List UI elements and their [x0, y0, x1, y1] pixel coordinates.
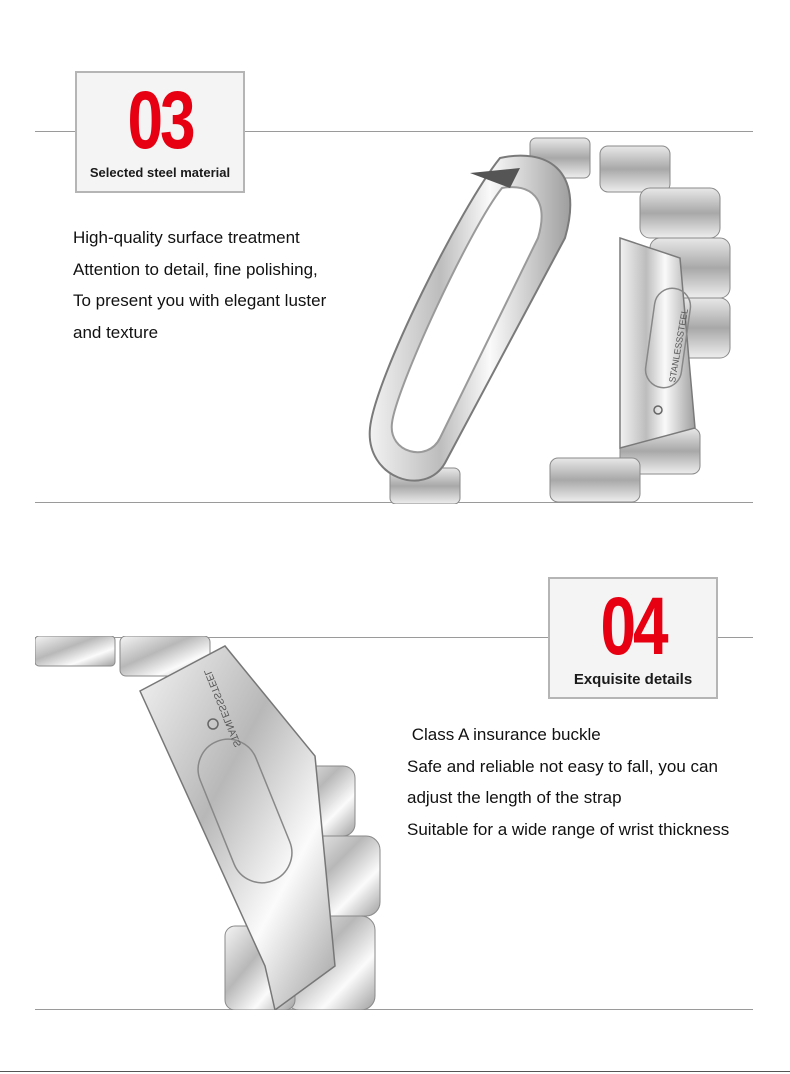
buckle-closeup-image	[35, 636, 395, 1010]
section-03-description	[73, 222, 326, 348]
section-03-badge	[75, 71, 245, 193]
section-03-line-3: To present you with elegant luster	[73, 291, 327, 310]
section-03-label: Selected steel material	[89, 165, 231, 180]
section-04-label: Exquisite details	[573, 671, 693, 688]
section-04-line-4: Suitable for a wide range of wrist thickness	[407, 819, 730, 839]
section-03-number: 03	[127, 75, 193, 166]
section-03-line-2: Attention to detail, fine polishing,	[73, 259, 318, 279]
page-bottom-rule	[0, 1071, 790, 1072]
section-04-description	[407, 719, 729, 845]
engraving-text-04: STANLESSSTEEL	[201, 667, 243, 750]
section-04-line-2: Safe and reliable not easy to fall, you can	[407, 756, 718, 776]
steel-band-image	[350, 128, 750, 504]
section-04-number: 04	[600, 581, 666, 672]
section-04-badge	[548, 577, 718, 699]
section-03-line-4: and texture	[73, 322, 159, 342]
section-04-line-3: adjust the length of the strap	[407, 788, 622, 807]
section-04-line-1: Class A insurance buckle	[407, 725, 601, 744]
section-03-line-1: High-quality surface treatment	[73, 228, 300, 247]
engraving-text-03: STANLESSSTEEL	[667, 307, 690, 384]
